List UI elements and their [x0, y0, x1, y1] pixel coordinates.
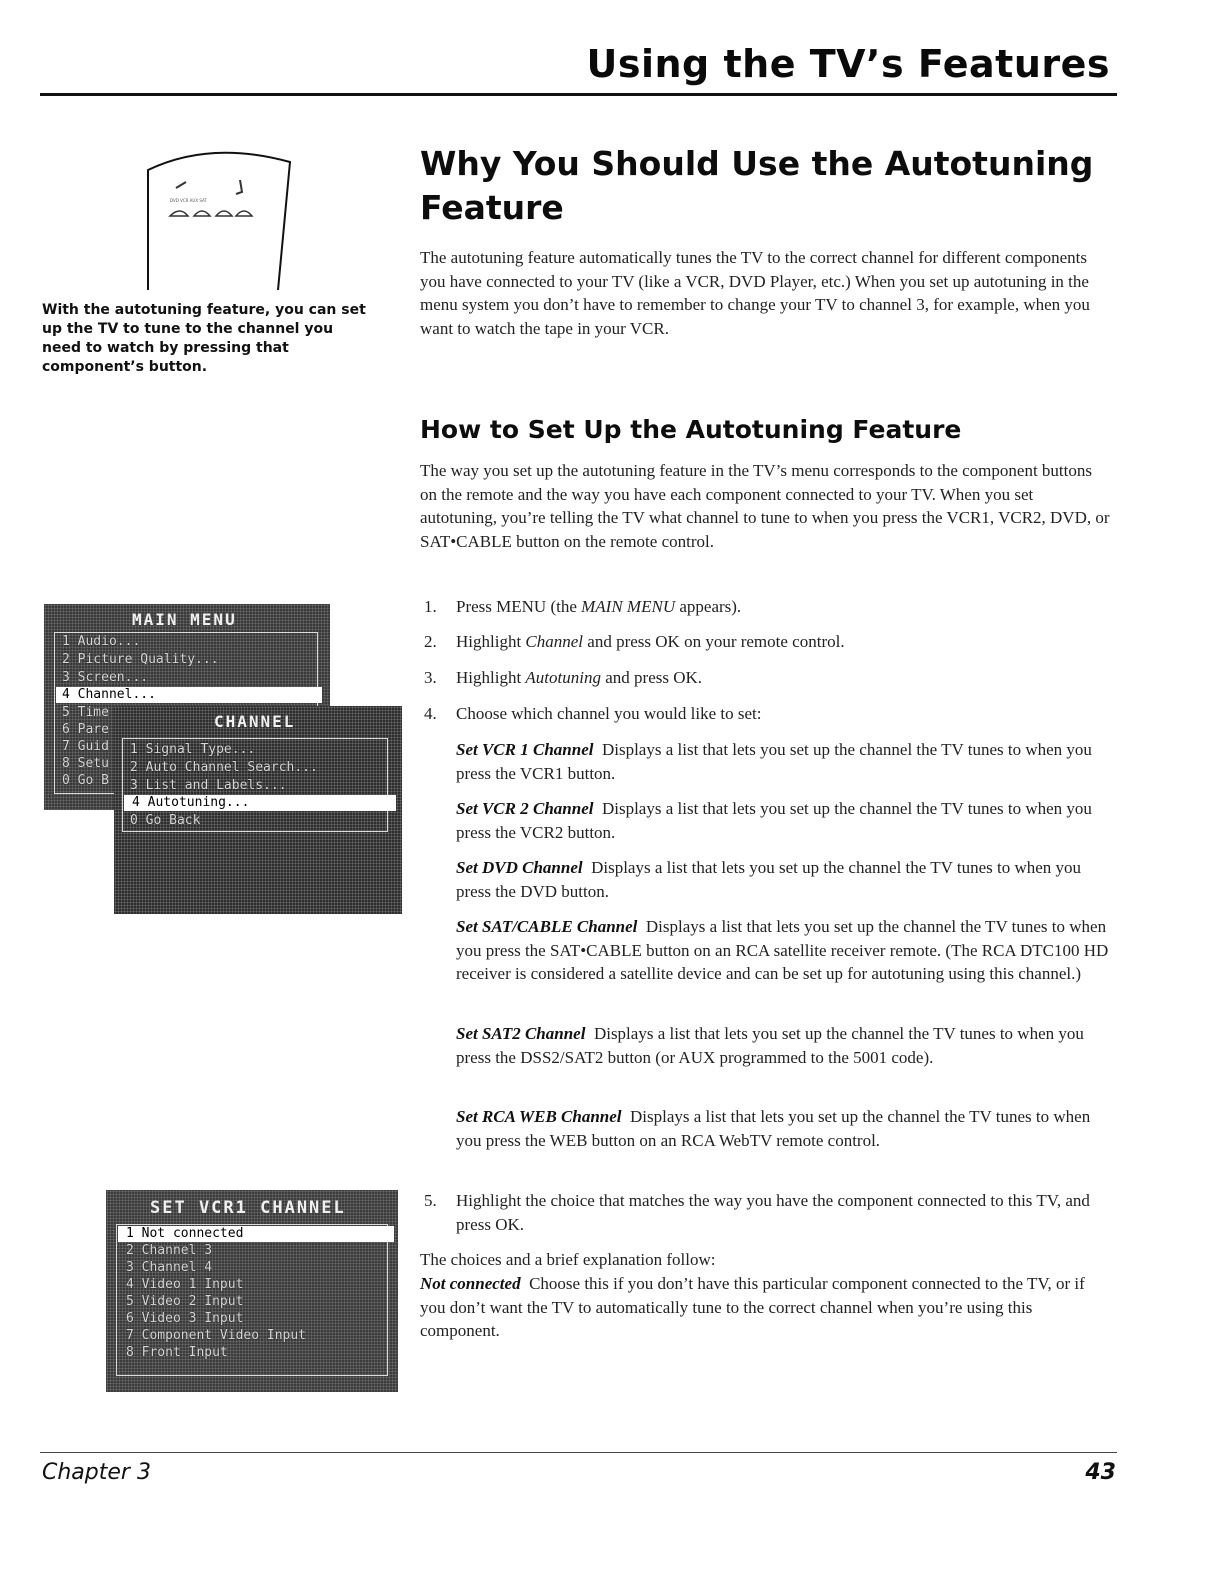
footer-page-number: 43 — [1085, 1460, 1116, 1485]
channel-menu-item-signal-type[interactable]: 1 Signal Type... — [130, 742, 256, 757]
main-menu-item-setup[interactable]: 8 Setu — [62, 756, 109, 771]
set-vcr1-menu-title: SET VCR1 CHANNEL — [150, 1198, 346, 1218]
option-label: Set VCR 2 Channel — [456, 799, 594, 818]
step-text: Highlight Channel and press OK on your remote control. — [456, 632, 845, 651]
section-why-body: The autotuning feature automatically tunes the TV to the correct channel for different components you have connected to your TV (like a VCR, DVD Player, etc.) When you set up autotuning in the menu system you don’t have to remember to change your TV to channel 3, for example, when you want to watch the tape in your VCR. — [420, 248, 1090, 338]
option-dvd — [456, 856, 1116, 903]
option-sat2 — [456, 1022, 1116, 1069]
set-vcr1-channel-screen — [106, 1190, 398, 1392]
choice-label: Not connected — [420, 1274, 521, 1293]
step-text: Highlight the choice that matches the way you have the component connected to this TV, and press OK. — [456, 1191, 1090, 1234]
option-text: Displays a list that lets you set up the channel the TV tunes to when you press the DVD button. — [456, 858, 1082, 901]
channel-menu-item-autotuning[interactable]: 4 Autotuning... — [124, 795, 396, 811]
svg-text:DVD VCR AUX SAT: DVD VCR AUX SAT — [170, 198, 207, 203]
footer-divider — [40, 1452, 1117, 1453]
section-how-intro: The way you set up the autotuning feature in the TV’s menu corresponds to the component buttons on the remote and the way you have each component connected to your TV. When you set autotuning, you’re telling the TV what channel to tune to when you press the VCR1, VCR2, DVD, or SAT•CABLE button on the remote control. — [420, 461, 1110, 551]
choices-intro: The choices and a brief explanation follow: — [420, 1250, 716, 1269]
footer-chapter: Chapter 3 — [42, 1460, 151, 1485]
section-heading-why: Why You Should Use the Autotuning Feature — [420, 144, 1094, 227]
section-heading-how: How to Set Up the Autotuning Feature — [420, 415, 962, 444]
main-menu-item-parental[interactable]: 6 Pare — [62, 722, 109, 737]
main-menu-item-screen[interactable]: 3 Screen... — [62, 670, 149, 685]
step-number: 1. — [424, 597, 437, 616]
option-text: Displays a list that lets you set up the channel the TV tunes to when you press the VCR1 button. — [456, 740, 1092, 783]
remote-control-illustration — [140, 140, 300, 292]
vcr1-option-channel-4[interactable]: 3 Channel 4 — [126, 1260, 213, 1275]
step-number: 2. — [424, 632, 437, 651]
choice-text: Choose this if you don’t have this particular component connected to the TV, or if you don’t want the TV to automatically tune to the correct channel when you’re using this component. — [420, 1274, 1085, 1340]
option-label: Set SAT2 Channel — [456, 1024, 586, 1043]
option-text: Displays a list that lets you set up the channel the TV tunes to when you press the SAT•CABLE button on an RCA satellite receiver remote. (The RCA DTC100 HD receiver is considered a satellite device and can be set up for autotuning using this channel.) — [456, 917, 1109, 983]
step-text: Choose which channel you would like to set: — [456, 704, 762, 723]
main-menu-item-channel[interactable]: 4 Channel... — [56, 687, 322, 703]
main-menu-item-audio[interactable]: 1 Audio... — [62, 634, 141, 649]
option-text: Displays a list that lets you set up the channel the TV tunes to when you press the DSS2/SAT2 button (or AUX programmed to the 5001 code). — [456, 1024, 1084, 1067]
option-label: Set SAT/CABLE Channel — [456, 917, 638, 936]
channel-menu-item-go-back[interactable]: 0 Go Back — [130, 813, 201, 828]
channel-menu-title: CHANNEL — [214, 712, 296, 731]
header-divider — [40, 93, 1117, 96]
step-text: Press MENU (the MAIN MENU appears). — [456, 597, 742, 616]
step-text: Highlight Autotuning and press OK. — [456, 668, 703, 687]
vcr1-option-channel-3[interactable]: 2 Channel 3 — [126, 1243, 213, 1258]
main-menu-item-time[interactable]: 5 Time — [62, 705, 109, 720]
main-menu-item-go-back[interactable]: 0 Go B — [62, 773, 109, 788]
option-sat-cable — [456, 915, 1116, 986]
option-rca-web — [456, 1105, 1116, 1152]
option-vcr2 — [456, 797, 1116, 844]
vcr1-option-video-2[interactable]: 5 Video 2 Input — [126, 1294, 244, 1309]
option-vcr1 — [456, 738, 1116, 785]
option-text: Displays a list that lets you set up the channel the TV tunes to when you press the WEB button on an RCA WebTV remote control. — [456, 1107, 1091, 1150]
option-label: Set VCR 1 Channel — [456, 740, 594, 759]
step-number: 5. — [424, 1191, 437, 1210]
channel-menu-item-auto-search[interactable]: 2 Auto Channel Search... — [130, 760, 318, 775]
channel-menu-item-list-labels[interactable]: 3 List and Labels... — [130, 778, 287, 793]
page-header-title: Using the TV’s Features — [586, 42, 1110, 86]
step-number: 4. — [424, 704, 437, 723]
choice-not-connected — [420, 1272, 1110, 1343]
main-menu-title: MAIN MENU — [132, 610, 237, 629]
vcr1-option-front-input[interactable]: 8 Front Input — [126, 1345, 228, 1360]
vcr1-option-not-connected[interactable]: 1 Not connected — [118, 1226, 394, 1242]
step-number: 3. — [424, 668, 437, 687]
channel-menu-screen — [114, 706, 402, 914]
vcr1-option-component-video[interactable]: 7 Component Video Input — [126, 1328, 307, 1343]
option-label: Set RCA WEB Channel — [456, 1107, 622, 1126]
option-label: Set DVD Channel — [456, 858, 583, 877]
main-menu-item-guide[interactable]: 7 Guid — [62, 739, 109, 754]
main-menu-item-picture-quality[interactable]: 2 Picture Quality... — [62, 652, 219, 667]
remote-caption: With the autotuning feature, you can set up the TV to tune to the channel you need to watch by pressing that component’s button. — [42, 302, 366, 375]
vcr1-option-video-1[interactable]: 4 Video 1 Input — [126, 1277, 244, 1292]
vcr1-option-video-3[interactable]: 6 Video 3 Input — [126, 1311, 244, 1326]
option-text: Displays a list that lets you set up the channel the TV tunes to when you press the VCR2 button. — [456, 799, 1092, 842]
